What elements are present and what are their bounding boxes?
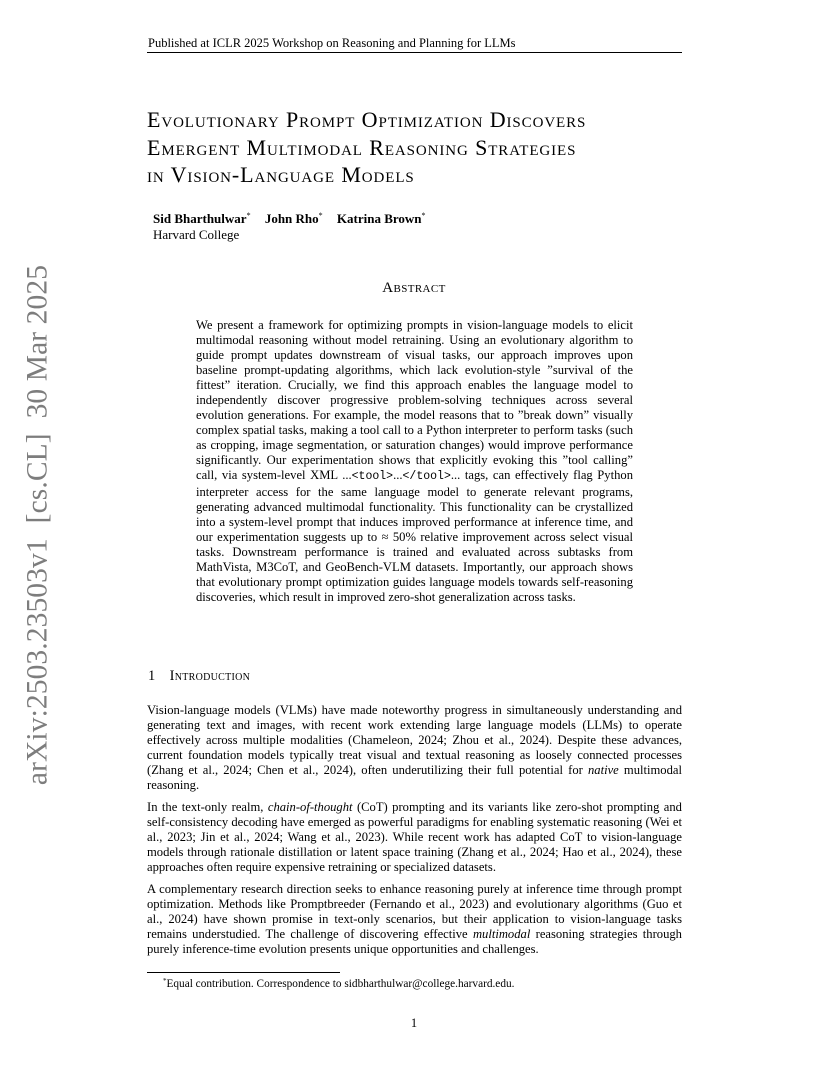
author-2	[265, 211, 323, 226]
abstract-text-2: ... tags, can effectively flag Python interpreter access for the same language model to generate relevant programs, generating advanced multimodal functionality. This functionality can be crystallized into a system-level prompt that induces improved performance at inference time, and our experimentation suggests up to ≈ 50% relative improvement across select visual tasks. Downstream performance is trained and evaluated across subtasks from MathVista, M3CoT, and GeoBench-VLM datasets. Importantly, our approach shows that evolutionary prompt optimization guides language models towards self-reasoning discoveries, which result in improved zero-shot generalization across tasks.	[196, 468, 633, 604]
footnote-rule	[147, 972, 340, 973]
intro-p1-text-a: Vision-language models (VLMs) have made noteworthy progress in simultaneously understanding and generating text and images, with recent work extending large language models (LLMs) to operate effectively across multiple modalities (Chameleon, 2024; Zhou et al., 2024). Despite these advances, current foundation models typically treat visual and textual reasoning as loosely connected processes (Zhang et al., 2024; Chen et al., 2024), often underutilizing their full potential for	[147, 703, 682, 778]
author-3	[337, 211, 426, 226]
page-number: 1	[410, 1016, 418, 1030]
running-header: Published at ICLR 2025 Workshop on Reasoning and Planning for LLMs	[148, 36, 516, 50]
abstract-text-1: We present a framework for optimizing prompts in vision-language models to elicit multimodal reasoning without model retraining. Using an evolutionary algorithm to guide prompt updates downstream of visual tasks, our approach improves upon baseline prompt-updating algorithms, which lack evolution-style ”survival of the fittest” iteration. Crucially, we find this approach enables the language model to independently discover progressive problem-solving techniques across several evolution generations. For example, the model reasons that to ”break down” visually complex spatial tasks, making a tool call to a Python interpreter to perform tasks (such as cropping, image segmentation, or saturation changes) would improve performance significantly. Our experimentation shows that explicitly evoking this ”tool calling” call, via system-level XML ...	[196, 318, 633, 483]
intro-p1-text-b: multimodal reasoning.	[147, 763, 682, 793]
abstract-ellipsis: ...	[393, 468, 403, 483]
intro-paragraph-3	[147, 882, 682, 957]
intro-p1-emphasis: native	[588, 763, 619, 778]
author-list	[153, 211, 437, 227]
section-heading	[148, 668, 250, 685]
intro-p2-emphasis: chain-of-thought	[267, 800, 353, 814]
author-2-mark: *	[318, 211, 323, 220]
intro-paragraph-2	[147, 800, 682, 875]
title-line-2: Emergent Multimodal Reasoning Strategies	[147, 134, 577, 160]
abstract-body	[196, 318, 633, 605]
affiliation: Harvard College	[153, 227, 240, 242]
author-2-name: John Rho	[264, 211, 319, 226]
intro-p2-text-b: (CoT) prompting and its variants like zero-shot prompting and self-consistency decoding have emerged as powerful paradigms for enabling systematic reasoning (Wei et al., 2023; Jin et al., 2024; Wang et al., 2023). While recent work has adapted CoT to vision-language models through rationale distillation or latent space training (Zhang et al., 2024; Hao et al., 2024), these approaches often require expensive retraining or specialized datasets.	[147, 800, 682, 875]
author-3-name: Katrina Brown	[336, 211, 422, 226]
tool-open-tag: <tool>	[351, 470, 394, 484]
title-line-1: Evolutionary Prompt Optimization Discovers	[147, 107, 587, 132]
author-3-mark: *	[421, 211, 426, 220]
author-1-mark: *	[246, 211, 251, 220]
intro-p3-text-a: A complementary research direction seeks to enhance reasoning purely at inference time through prompt optimization. Methods like Promptbreeder (Fernando et al., 2023) and evolutionary algorithms (Guo et al., 2024) have shown promise in text-only scenarios, but their application to vision-language tasks remains understudied. The challenge of discovering effective	[147, 882, 682, 942]
footnote-text: Equal contribution. Correspondence to sidbharthulwar@college.harvard.edu.	[166, 978, 515, 990]
paper-title	[147, 106, 687, 189]
section-number: 1	[148, 668, 156, 684]
intro-p3-text-b: reasoning strategies through purely inference-time evolution presents unique opportunities and challenges.	[147, 927, 682, 957]
section-title: Introduction	[169, 668, 251, 684]
header-rule	[147, 52, 682, 53]
author-1	[153, 211, 251, 226]
tool-close-tag: </tool>	[402, 470, 451, 484]
footnote-mark: *	[163, 977, 167, 985]
footnote	[163, 977, 514, 990]
intro-paragraph-1	[147, 703, 682, 794]
intro-p2-text-a: In the text-only realm,	[147, 800, 268, 814]
abstract-heading: Abstract	[382, 280, 446, 296]
title-line-3: in Vision-Language Models	[147, 162, 415, 187]
intro-p3-emphasis: multimodal	[472, 927, 531, 942]
author-1-name: Sid Bharthulwar	[153, 211, 247, 226]
arxiv-id: arXiv:2503.23503v1 [cs.CL] 30 Mar 2025	[21, 264, 54, 786]
